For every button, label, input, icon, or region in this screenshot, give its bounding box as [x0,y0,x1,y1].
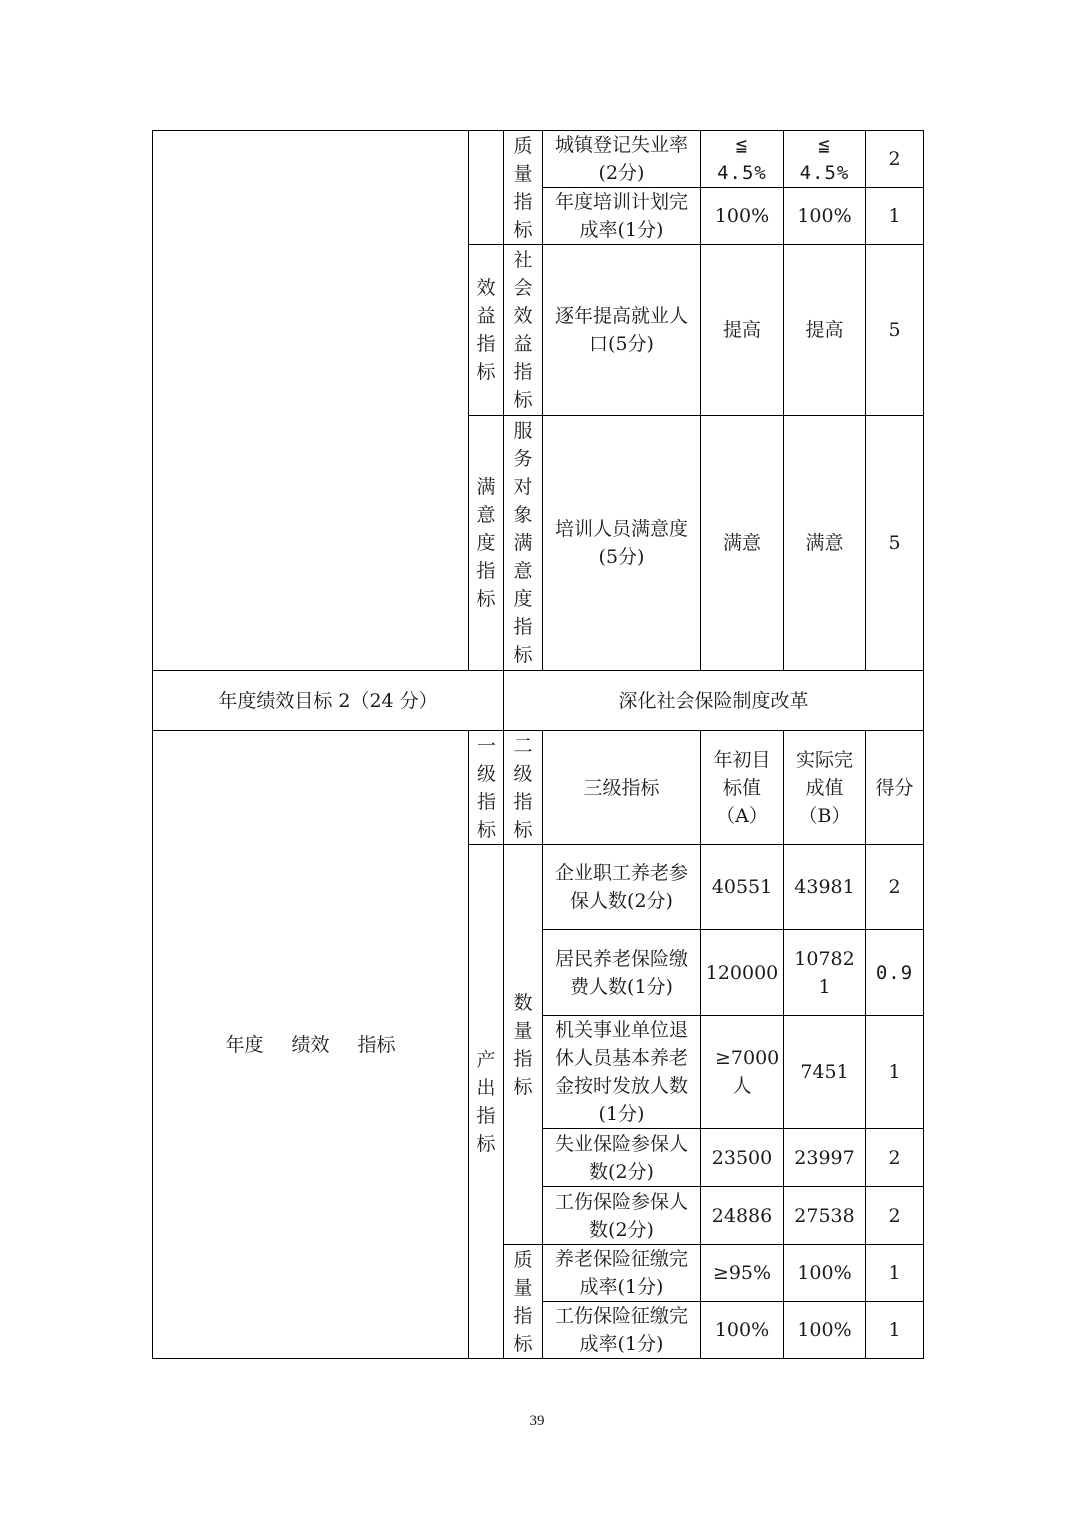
actual-value: 43981 [784,845,866,930]
level2-quality: 质量指标 [504,131,543,245]
table-row [153,131,924,188]
goal2-label: 年度绩效目标 2（24 分） [153,671,504,731]
actual-value: 100% [784,1245,866,1302]
level1-output: 产出指标 [469,845,504,1359]
actual-value: 满意 [784,416,866,671]
actual-value: 7451 [784,1016,866,1129]
target-value: 满意 [701,416,784,671]
header-actual: 实际完成值（B） [784,731,866,845]
target-value: ≦ 4.5% [701,131,784,188]
target-value: 120000 [701,930,784,1016]
actual-value: 107821 [784,930,866,1016]
label-part: 年度 [225,1033,264,1056]
goal2-text: 深化社会保险制度改革 [504,671,924,731]
level3-name: 城镇登记失业率(2分) [543,131,701,188]
label-part: 绩效 [291,1033,330,1056]
actual-value: 23997 [784,1129,866,1187]
page-number: 39 [529,1413,545,1429]
level2-quantity: 数量指标 [504,845,543,1245]
level3-name: 工伤保险参保人数(2分) [543,1187,701,1245]
score-value: 1 [866,1245,924,1302]
header-level2: 二级指标 [504,731,543,845]
score-value: 1 [866,188,924,245]
score-value: 0.9 [866,930,924,1016]
header-level3: 三级指标 [543,731,701,845]
actual-value: 100% [784,188,866,245]
actual-value: ≦ 4.5% [784,131,866,188]
target-value: 23500 [701,1129,784,1187]
target-value: ≥95% [701,1245,784,1302]
level1-satisfaction: 满意度指标 [469,416,504,671]
target-value: 提高 [701,245,784,416]
score-value: 1 [866,1302,924,1359]
target-value: 24886 [701,1187,784,1245]
blank-left-cell [153,131,469,671]
target-value: 100% [701,1302,784,1359]
level3-name: 企业职工养老参保人数(2分) [543,845,701,930]
level3-name: 培训人员满意度(5分) [543,416,701,671]
annual-performance-indicator-label [153,731,469,1359]
level2-quality: 质量指标 [504,1245,543,1359]
header-level1: 一级指标 [469,731,504,845]
score-value: 1 [866,1016,924,1129]
level3-name: 机关事业单位退休人员基本养老金按时发放人数(1分) [543,1016,701,1129]
score-value: 2 [866,845,924,930]
blank-level1-cell [469,131,504,245]
level2-satisfaction: 服务对象满意度指标 [504,416,543,671]
score-value: 2 [866,1129,924,1187]
level3-name: 失业保险参保人数(2分) [543,1129,701,1187]
header-target: 年初目标值（A） [701,731,784,845]
target-value: 100% [701,188,784,245]
level2-social-benefit: 社会效益指标 [504,245,543,416]
level1-benefit: 效益指标 [469,245,504,416]
level3-name: 居民养老保险缴费人数(1分) [543,930,701,1016]
score-value: 5 [866,245,924,416]
level3-name: 逐年提高就业人口(5分) [543,245,701,416]
target-value: ≥7000人 [701,1016,784,1129]
label-part: 指标 [357,1033,396,1056]
actual-value: 27538 [784,1187,866,1245]
actual-value: 提高 [784,245,866,416]
score-value: 2 [866,131,924,188]
header-row [153,731,924,845]
performance-table [152,130,924,1359]
goal-row [153,671,924,731]
score-value: 2 [866,1187,924,1245]
level3-name: 工伤保险征缴完成率(1分) [543,1302,701,1359]
score-value: 5 [866,416,924,671]
actual-value: 100% [784,1302,866,1359]
level3-name: 养老保险征缴完成率(1分) [543,1245,701,1302]
header-score: 得分 [866,731,924,845]
target-value: 40551 [701,845,784,930]
level3-name: 年度培训计划完成率(1分) [543,188,701,245]
